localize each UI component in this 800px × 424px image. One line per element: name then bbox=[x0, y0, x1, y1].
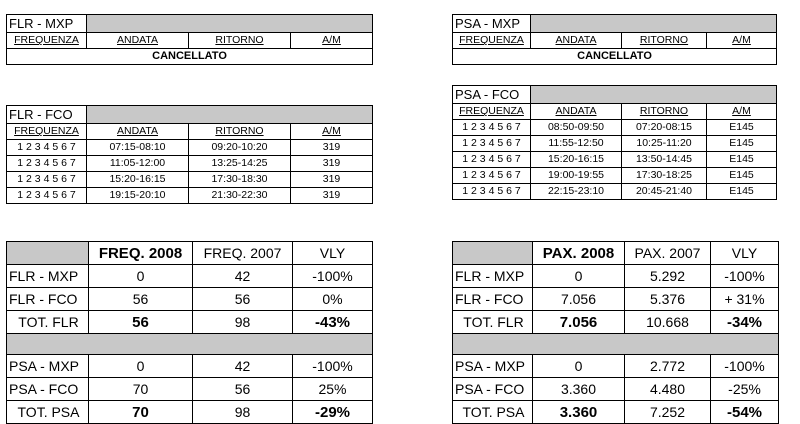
cell-2008: 7.056 bbox=[533, 288, 625, 311]
cell-am: E145 bbox=[707, 152, 777, 168]
cell-2008: 0 bbox=[89, 355, 193, 378]
pax-vly-header: VLY bbox=[711, 242, 779, 265]
cell-frequenza: 1 2 3 4 5 6 7 bbox=[7, 188, 87, 204]
header-ritorno: RITORNO bbox=[189, 33, 291, 49]
table-row bbox=[7, 140, 373, 156]
flr-mxp-table bbox=[6, 14, 373, 65]
cell-2007: 2.772 bbox=[625, 355, 711, 378]
corner-cell bbox=[7, 242, 89, 265]
row-label: PSA - FCO bbox=[7, 378, 89, 401]
row-label: FLR - FCO bbox=[7, 288, 89, 311]
psa-fco-title: PSA - FCO bbox=[453, 86, 531, 104]
title-bar bbox=[531, 15, 777, 33]
cell-ritorno: 17:30-18:25 bbox=[622, 168, 707, 184]
cell-2008: 3.360 bbox=[533, 401, 625, 424]
cell-2007: 56 bbox=[193, 378, 293, 401]
cell-andata: 22:15-23:10 bbox=[531, 184, 622, 200]
separator-bar bbox=[453, 334, 779, 355]
cell-2008: 0 bbox=[533, 265, 625, 288]
header-am: A/M bbox=[707, 104, 777, 120]
cell-2008: 56 bbox=[89, 311, 193, 334]
table-row bbox=[453, 265, 779, 288]
cell-vly: -25% bbox=[711, 378, 779, 401]
cell-ritorno: 21:30-22:30 bbox=[189, 188, 291, 204]
cell-2007: 56 bbox=[193, 288, 293, 311]
pax-2008-header: PAX. 2008 bbox=[533, 242, 625, 265]
pax-2007-header: PAX. 2007 bbox=[625, 242, 711, 265]
table-row bbox=[453, 378, 779, 401]
cell-ritorno: 20:45-21:40 bbox=[622, 184, 707, 200]
title-bar bbox=[87, 15, 373, 33]
cell-ritorno: 13:25-14:25 bbox=[189, 156, 291, 172]
header-andata: ANDATA bbox=[87, 124, 189, 140]
freq-stats-table bbox=[6, 241, 373, 424]
title-bar bbox=[531, 86, 777, 104]
cell-andata: 19:00-19:55 bbox=[531, 168, 622, 184]
header-am: A/M bbox=[291, 124, 373, 140]
header-frequenza: FREQUENZA bbox=[7, 33, 87, 49]
cell-2008: 0 bbox=[89, 265, 193, 288]
header-ritorno: RITORNO bbox=[189, 124, 291, 140]
table-row bbox=[453, 136, 777, 152]
row-label: TOT. PSA bbox=[453, 401, 533, 424]
table-row bbox=[7, 265, 373, 288]
cell-2008: 70 bbox=[89, 378, 193, 401]
cell-vly: -43% bbox=[293, 311, 373, 334]
cell-am: 319 bbox=[291, 172, 373, 188]
row-label: TOT. FLR bbox=[7, 311, 89, 334]
freq-2008-header: FREQ. 2008 bbox=[89, 242, 193, 265]
header-andata: ANDATA bbox=[87, 33, 189, 49]
cell-2008: 3.360 bbox=[533, 378, 625, 401]
table-row bbox=[7, 311, 373, 334]
cell-am: 319 bbox=[291, 156, 373, 172]
table-row bbox=[453, 288, 779, 311]
table-row bbox=[7, 355, 373, 378]
row-label: FLR - FCO bbox=[453, 288, 533, 311]
cell-2007: 4.480 bbox=[625, 378, 711, 401]
row-label: FLR - MXP bbox=[453, 265, 533, 288]
cell-ritorno: 13:50-14:45 bbox=[622, 152, 707, 168]
cell-am: E145 bbox=[707, 120, 777, 136]
cell-frequenza: 1 2 3 4 5 6 7 bbox=[7, 172, 87, 188]
table-row bbox=[7, 188, 373, 204]
psa-fco-table bbox=[452, 85, 777, 200]
cell-2007: 10.668 bbox=[625, 311, 711, 334]
cell-andata: 15:20-16:15 bbox=[531, 152, 622, 168]
table-row bbox=[453, 401, 779, 424]
cell-andata: 11:05-12:00 bbox=[87, 156, 189, 172]
freq-2007-header: FREQ. 2007 bbox=[193, 242, 293, 265]
psa-mxp-title: PSA - MXP bbox=[453, 15, 531, 33]
table-row bbox=[7, 288, 373, 311]
table-row bbox=[453, 152, 777, 168]
cell-vly: -100% bbox=[711, 355, 779, 378]
cell-2008: 70 bbox=[89, 401, 193, 424]
cell-am: E145 bbox=[707, 168, 777, 184]
cell-frequenza: 1 2 3 4 5 6 7 bbox=[453, 168, 531, 184]
cell-frequenza: 1 2 3 4 5 6 7 bbox=[453, 136, 531, 152]
cell-am: 319 bbox=[291, 188, 373, 204]
table-row bbox=[7, 378, 373, 401]
cell-andata: 08:50-09:50 bbox=[531, 120, 622, 136]
cell-ritorno: 17:30-18:30 bbox=[189, 172, 291, 188]
table-row bbox=[453, 120, 777, 136]
cell-am: 319 bbox=[291, 140, 373, 156]
table-row bbox=[7, 172, 373, 188]
table-row bbox=[453, 355, 779, 378]
cell-vly: -29% bbox=[293, 401, 373, 424]
cell-2007: 5.376 bbox=[625, 288, 711, 311]
cell-2007: 5.292 bbox=[625, 265, 711, 288]
cancelled-label: CANCELLATO bbox=[453, 49, 777, 65]
table-row bbox=[453, 311, 779, 334]
flr-fco-title: FLR - FCO bbox=[7, 106, 87, 124]
row-label: PSA - MXP bbox=[453, 355, 533, 378]
cell-andata: 11:55-12:50 bbox=[531, 136, 622, 152]
cell-vly: 0% bbox=[293, 288, 373, 311]
cell-vly: -34% bbox=[711, 311, 779, 334]
header-am: A/M bbox=[291, 33, 373, 49]
table-row bbox=[7, 156, 373, 172]
table-row bbox=[453, 184, 777, 200]
cell-2007: 98 bbox=[193, 401, 293, 424]
row-label: TOT. FLR bbox=[453, 311, 533, 334]
header-frequenza: FREQUENZA bbox=[453, 33, 531, 49]
cell-vly: -100% bbox=[293, 355, 373, 378]
cell-2008: 56 bbox=[89, 288, 193, 311]
header-ritorno: RITORNO bbox=[622, 33, 707, 49]
title-bar bbox=[87, 106, 373, 124]
cell-2007: 42 bbox=[193, 265, 293, 288]
cell-am: E145 bbox=[707, 184, 777, 200]
header-am: A/M bbox=[707, 33, 777, 49]
header-andata: ANDATA bbox=[531, 33, 622, 49]
psa-mxp-table bbox=[452, 14, 777, 65]
cell-andata: 19:15-20:10 bbox=[87, 188, 189, 204]
freq-vly-header: VLY bbox=[293, 242, 373, 265]
cell-vly: -54% bbox=[711, 401, 779, 424]
cell-ritorno: 09:20-10:20 bbox=[189, 140, 291, 156]
cell-frequenza: 1 2 3 4 5 6 7 bbox=[453, 152, 531, 168]
cell-frequenza: 1 2 3 4 5 6 7 bbox=[7, 140, 87, 156]
table-row bbox=[7, 401, 373, 424]
header-frequenza: FREQUENZA bbox=[7, 124, 87, 140]
cell-frequenza: 1 2 3 4 5 6 7 bbox=[453, 120, 531, 136]
separator-bar bbox=[7, 334, 373, 355]
row-label: PSA - FCO bbox=[453, 378, 533, 401]
cancelled-label: CANCELLATO bbox=[7, 49, 373, 65]
header-andata: ANDATA bbox=[531, 104, 622, 120]
row-label: TOT. PSA bbox=[7, 401, 89, 424]
corner-cell bbox=[453, 242, 533, 265]
cell-frequenza: 1 2 3 4 5 6 7 bbox=[7, 156, 87, 172]
cell-vly: -100% bbox=[711, 265, 779, 288]
cell-andata: 15:20-16:15 bbox=[87, 172, 189, 188]
cell-2007: 7.252 bbox=[625, 401, 711, 424]
cell-frequenza: 1 2 3 4 5 6 7 bbox=[453, 184, 531, 200]
pax-stats-table bbox=[452, 241, 779, 424]
flr-mxp-title: FLR - MXP bbox=[7, 15, 87, 33]
row-label: PSA - MXP bbox=[7, 355, 89, 378]
cell-2007: 42 bbox=[193, 355, 293, 378]
flr-fco-table bbox=[6, 105, 373, 204]
cell-am: E145 bbox=[707, 136, 777, 152]
header-frequenza: FREQUENZA bbox=[453, 104, 531, 120]
table-row bbox=[453, 168, 777, 184]
cell-andata: 07:15-08:10 bbox=[87, 140, 189, 156]
cell-2008: 7.056 bbox=[533, 311, 625, 334]
cell-2008: 0 bbox=[533, 355, 625, 378]
cell-vly: -100% bbox=[293, 265, 373, 288]
cell-ritorno: 10:25-11:20 bbox=[622, 136, 707, 152]
header-ritorno: RITORNO bbox=[622, 104, 707, 120]
row-label: FLR - MXP bbox=[7, 265, 89, 288]
cell-ritorno: 07:20-08:15 bbox=[622, 120, 707, 136]
cell-2007: 98 bbox=[193, 311, 293, 334]
cell-vly: + 31% bbox=[711, 288, 779, 311]
cell-vly: 25% bbox=[293, 378, 373, 401]
